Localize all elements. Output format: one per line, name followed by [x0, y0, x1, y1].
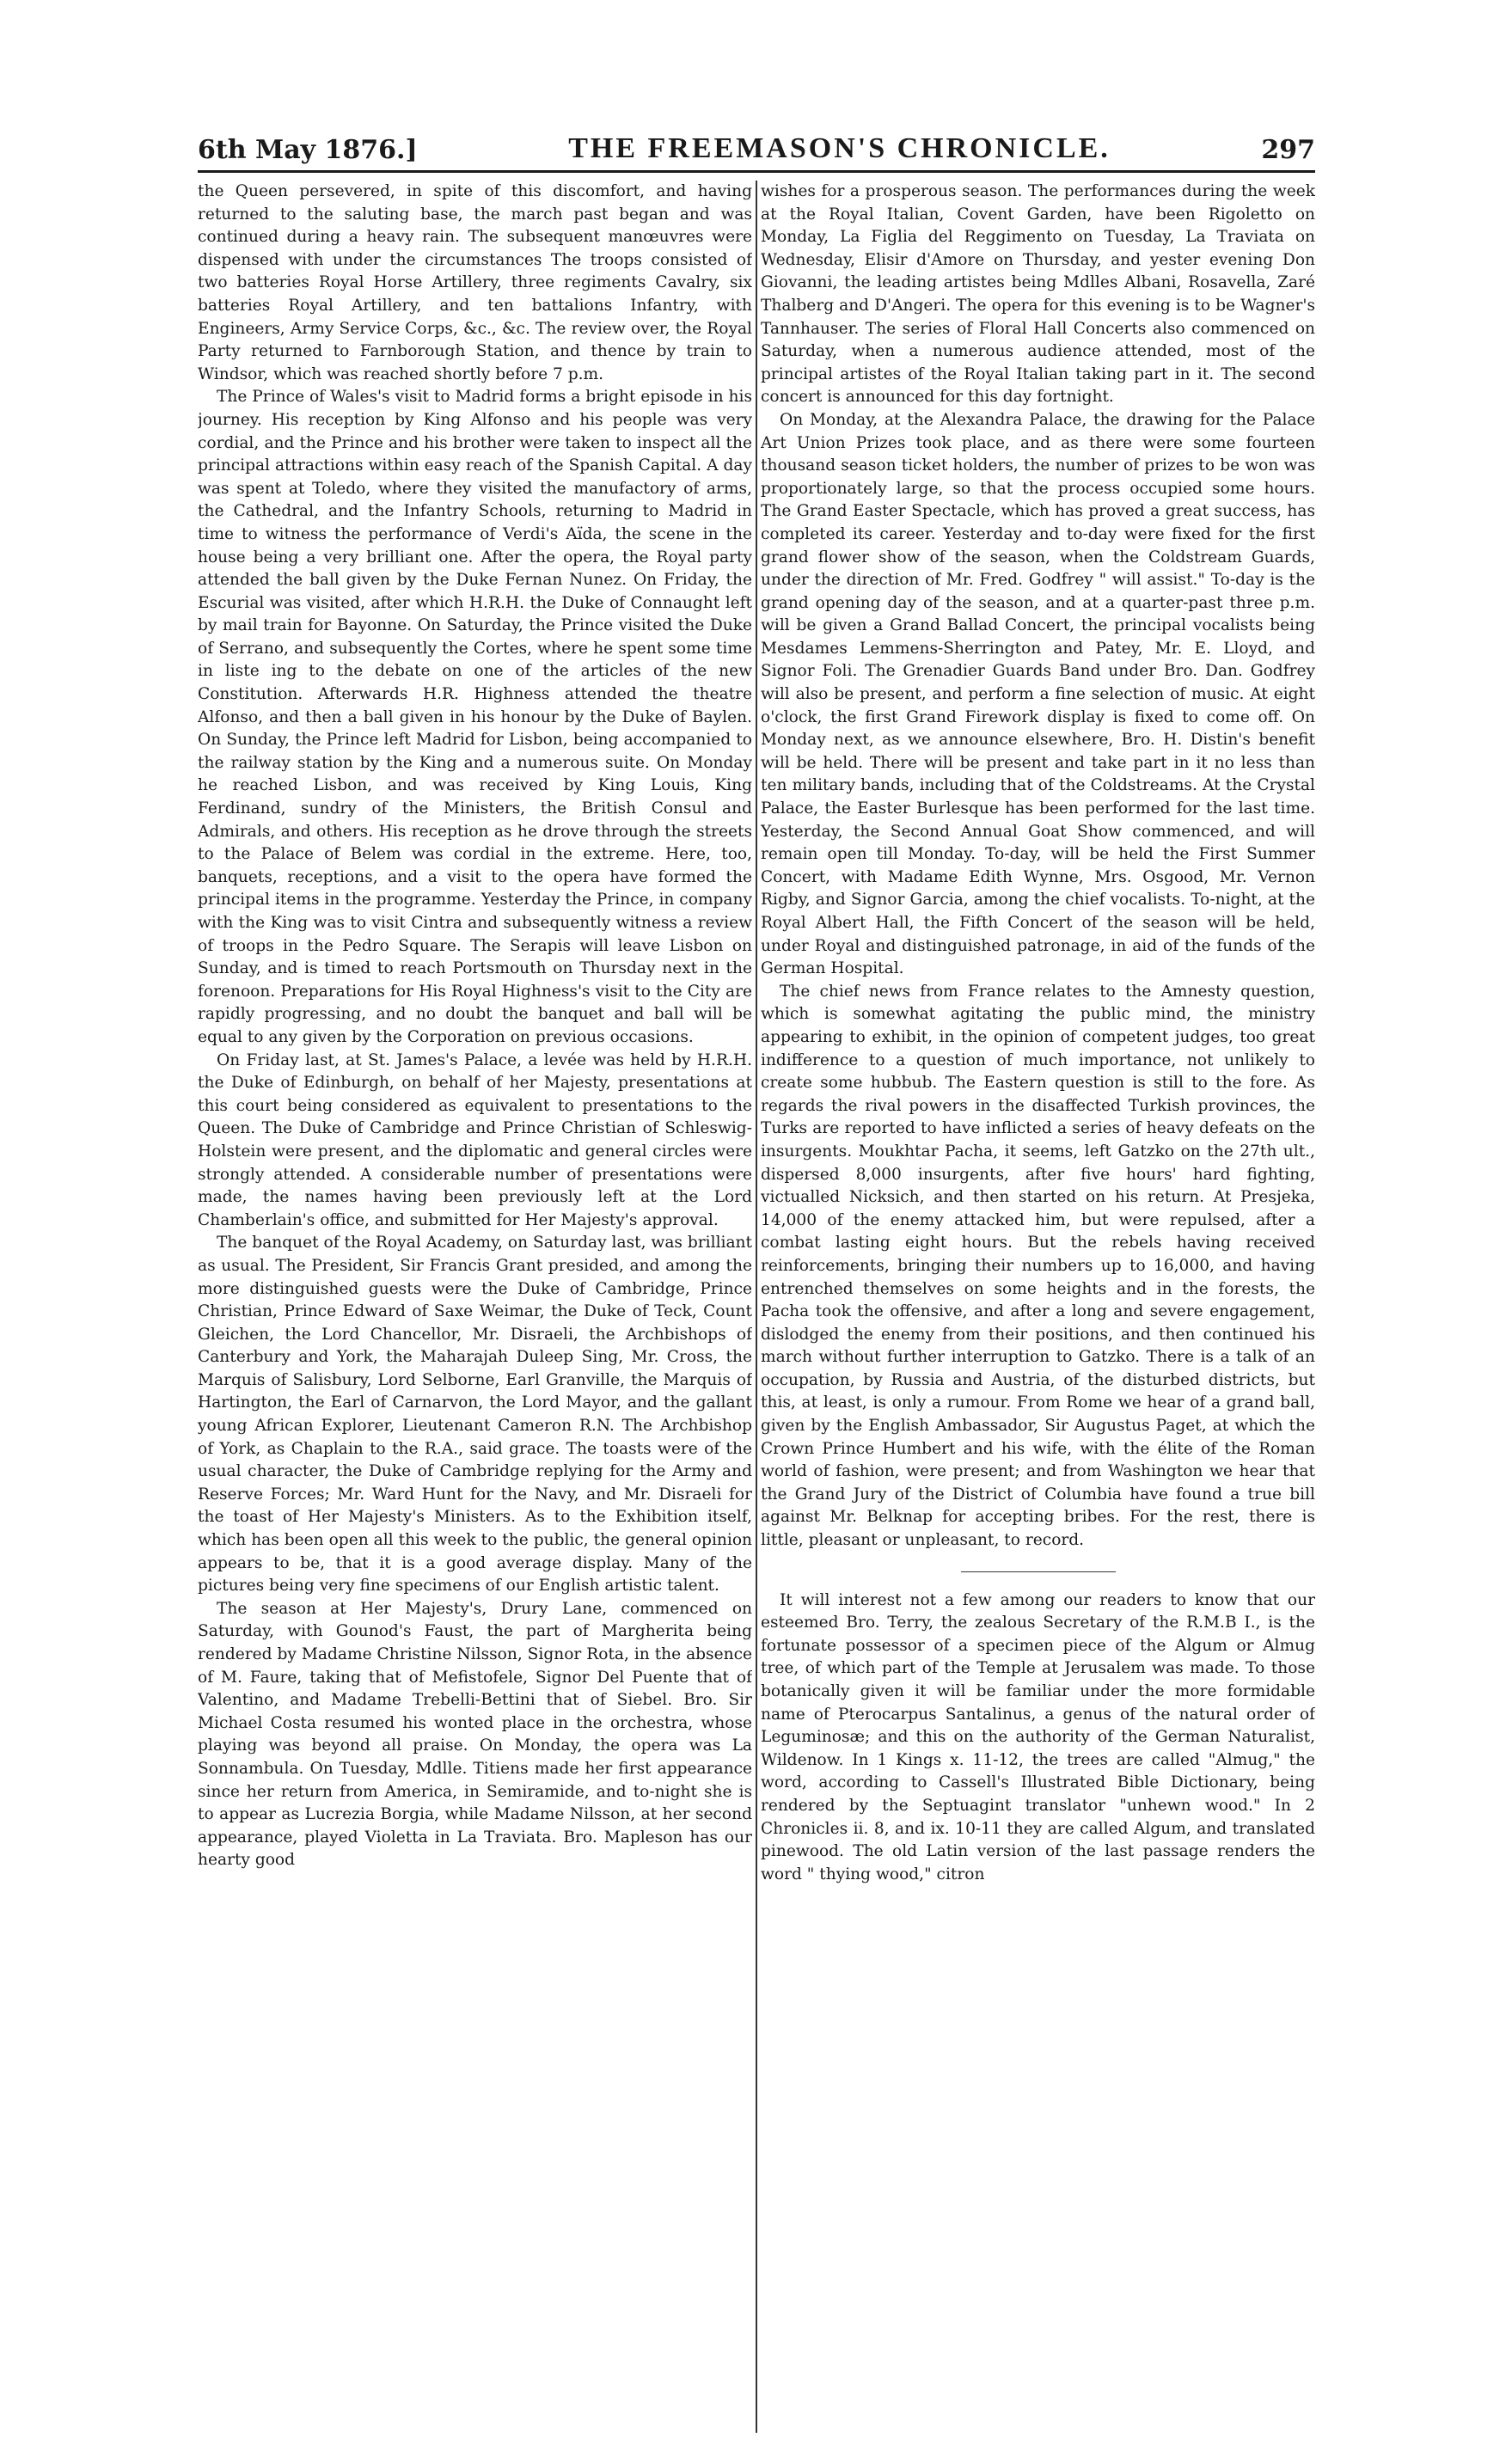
section-divider: [961, 1571, 1116, 1572]
right-column: [761, 181, 1315, 2433]
article-paragraph: wishes for a prosperous season. The performances during the week at the Royal Italian, Covent Garden, have been Rigoletto on Monday, La Figlia del Reggimento on Tuesday, La Traviata on Wednesday, Elisir d'Amore on Thursday, and yester evening Don Giovanni, the leading artistes being Mdlles Albani, Rosavella, Zaré Thalberg and D'Angeri. The opera for this evening is to be Wagner's Tannhauser. The series of Floral Hall Concerts also commenced on Saturday, when a numerous audience attended, most of the principal artistes of the Royal Italian taking part in it. The second concert is announced for this day fortnight.: [761, 182, 1315, 407]
article-paragraph: On Monday, at the Alexandra Palace, the drawing for the Palace Art Union Prizes took place, and as there were some fourteen thousand season ticket holders, the number of prizes to be won was proportionately large, so that the process occupied some hours. The Grand Easter Spectacle, which has proved a great success, has completed its career. Yesterday and to-day were fixed for the first grand flower show of the season, when the Coldstream Guards, under the direction of Mr. Fred. Godfrey " will assist." To-day is the grand opening day of the season, and at a quarter-past three p.m. will be given a Grand Ballad Concert, the principal vocalists being Mesdames Lemmens-Sherrington and Patey, Mr. E. Lloyd, and Signor Foli. The Grenadier Guards Band under Bro. Dan. Godfrey will also be present, and perform a fine selection of music. At eight o'clock, the first Grand Firework display is fixed to come off. On Monday next, as we announce elsewhere, Bro. H. Distin's benefit will be held. There will be present and take part in it no less than ten military bands, including that of the Coldstreams. At the Crystal Palace, the Easter Burlesque has been performed for the last time. Yesterday, the Second Annual Goat Show commenced, and will remain open till Monday. To-day, will be held the First Summer Concert, with Madame Edith Wynne, Mrs. Osgood, Mr. Vernon Rigby, and Signor Garcia, among the chief vocalists. To-night, at the Royal Albert Hall, the Fifth Concert of the season will be held, under Royal and distinguished patronage, in aid of the funds of the German Hospital.: [761, 410, 1315, 978]
article-paragraph: It will interest not a few among our readers to know that our esteemed Bro. Terry, the zealous Secretary of the R.M.B I., is the fortunate possessor of a specimen piece of the Algum or Almug tree, of which part of the Temple at Jerusalem was made. To those botanically given it will be familiar under the more formidable name of Pterocarpus Santalinus, a genus of the natural order of Leguminosæ; and this on the authority of the German Naturalist, Wildenow. In 1 Kings x. 11-12, the trees are called "Almug," the word, according to Cassell's Illustrated Bible Dictionary, being rendered by the Septuagint translator "unhewn wood." In 2 Chronicles ii. 8, and ix. 10-11 they are called Algum, and translated pinewood. The old Latin version of the last passage renders the word " thying wood," citron: [761, 1590, 1315, 1883]
issue-date: 6th May 1876.]: [198, 135, 418, 165]
article-paragraph: the Queen persevered, in spite of this discomfort, and having returned to the saluting base, the march past began and was continued during a heavy rain. The subsequent manœuvres were dispensed with under the circumstances The troops consisted of two batteries Royal Horse Artillery, three regiments Cavalry, six batteries Royal Artillery, and ten battalions Infantry, with Engineers, Army Service Corps, &c., &c. The review over, the Royal Party returned to Farnborough Station, and thence by train to Windsor, which was reached shortly before 7 p.m.: [198, 182, 752, 383]
publication-title: THE FREEMASON'S CHRONICLE.: [568, 132, 1111, 164]
article-paragraph: The chief news from France relates to the Amnesty question, which is somewhat agitating the public mind, the ministry appearing to exhibit, in the opinion of competent judges, too great indifference to a question of much importance, not unlikely to create some hubbub. The Eastern question is still to the fore. As regards the rival powers in the disaffected Turkish provinces, the Turks are reported to have inflicted a series of heavy defeats on the insurgents. Moukhtar Pacha, it seems, left Gatzko on the 27th ult., dispersed 8,000 insurgents, after five hours' hard fighting, victualled Nicksich, and then started on his return. At Presjeka, 14,000 of the enemy attacked him, but were repulsed, after a combat lasting eight hours. But the rebels having received reinforcements, bringing their numbers up to 16,000, and having entrenched themselves on some heights and in the forests, the Pacha took the offensive, and after a long and severe engagement, dislodged the enemy from their positions, and then continued his march without further interruption to Gatzko. There is a talk of an occupation, by Russia and Austria, of the disturbed districts, but this, at least, is only a rumour. From Rome we hear of a grand ball, given by the English Ambassador, Sir Augustus Paget, at which the Crown Prince Humbert and his wife, with the élite of the Roman world of fashion, were present; and from Washington we hear that the Grand Jury of the District of Columbia have found a true bill against Mr. Belknap for accepting bribes. For the rest, there is little, pleasant or unpleasant, to record.: [761, 982, 1315, 1550]
page-number: 297: [1261, 135, 1315, 165]
article-paragraph: The season at Her Majesty's, Drury Lane, commenced on Saturday, with Gounod's Faust, the part of Margherita being rendered by Madame Christine Nilsson, Signor Rota, in the absence of M. Faure, taking that of Mefistofele, Signor Del Puente that of Valentino, and Madame Trebelli-Bettini that of Siebel. Bro. Sir Michael Costa resumed his wonted place in the orchestra, whose playing was beyond all praise. On Monday, the opera was La Sonnambula. On Tuesday, Mdlle. Titiens made her first appearance since her return from America, in Semiramide, and to-night she is to appear as Lucrezia Borgia, while Madame Nilsson, at her second appearance, played Violetta in La Traviata. Bro. Mapleson has our hearty good: [198, 1599, 752, 1870]
article-paragraph: The banquet of the Royal Academy, on Saturday last, was brilliant as usual. The President, Sir Francis Grant presided, and among the more distinguished guests were the Duke of Cambridge, Prince Christian, Prince Edward of Saxe Weimar, the Duke of Teck, Count Gleichen, the Lord Chancellor, Mr. Disraeli, the Archbishops of Canterbury and York, the Maharajah Duleep Sing, Mr. Cross, the Marquis of Salisbury, Lord Selborne, Earl Granville, the Marquis of Hartington, the Earl of Carnarvon, the Lord Mayor, and the gallant young African Explorer, Lieutenant Cameron R.N. The Archbishop of York, as Chaplain to the R.A., said grace. The toasts were of the usual character, the Duke of Cambridge replying for the Army and Reserve Forces; Mr. Ward Hunt for the Navy, and Mr. Disraeli for the toast of Her Majesty's Ministers. As to the Exhibition itself, which has been open all this week to the public, the general opinion appears to be, that it is a good average display. Many of the pictures being very fine specimens of our English artistic talent.: [198, 1234, 752, 1595]
left-column: [198, 181, 752, 2433]
newspaper-page: [198, 120, 1315, 2441]
column-divider: [756, 181, 757, 2433]
masthead: [198, 120, 1315, 173]
article-paragraph: On Friday last, at St. James's Palace, a levée was held by H.R.H. the Duke of Edinburgh, on behalf of her Majesty, presentations at this court being considered as equivalent to presentations to the Queen. The Duke of Cambridge and Prince Christian of Schleswig-Holstein were present, and the diplomatic and general circles were strongly attended. A considerable number of presentations were made, the names having been previously left at the Lord Chamberlain's office, and submitted for Her Majesty's approval.: [198, 1050, 752, 1229]
article-columns: [198, 181, 1315, 2433]
article-paragraph: The Prince of Wales's visit to Madrid forms a bright episode in his journey. His reception by King Alfonso and his people was very cordial, and the Prince and his brother were taken to inspect all the principal attractions within easy reach of the Spanish Capital. A day was spent at Toledo, where they visited the manufactory of arms, the Cathedral, and the Infantry Schools, returning to Madrid in time to witness the performance of Verdi's Aïda, the scene in the house being a very brilliant one. After the opera, the Royal party attended the ball given by the Duke Fernan Nunez. On Friday, the Escurial was visited, after which H.R.H. the Duke of Connaught left by mail train for Bayonne. On Saturday, the Prince visited the Duke of Serrano, and subsequently the Cortes, where he spent some time in liste ing to the debate on one of the articles of the new Constitution. Afterwards H.R. Highness attended the theatre Alfonso, and then a ball given in his honour by the Duke of Baylen. On Sunday, the Prince left Madrid for Lisbon, being accompanied to the railway station by the King and a numerous suite. On Monday he reached Lisbon, and was received by King Louis, King Ferdinand, sundry of the Ministers, the British Consul and Admirals, and others. His reception as he drove through the streets to the Palace of Belem was cordial in the extreme. Here, too, banquets, receptions, and a visit to the opera have formed the principal items in the programme. Yesterday the Prince, in company with the King was to visit Cintra and subsequently witness a review of troops in the Pedro Square. The Serapis will leave Lisbon on Sunday, and is timed to reach Portsmouth on Thursday next in the forenoon. Preparations for His Royal Highness's visit to the City are rapidly progressing, and no doubt the banquet and ball will be equal to any given by the Corporation on previous occasions.: [198, 388, 752, 1046]
